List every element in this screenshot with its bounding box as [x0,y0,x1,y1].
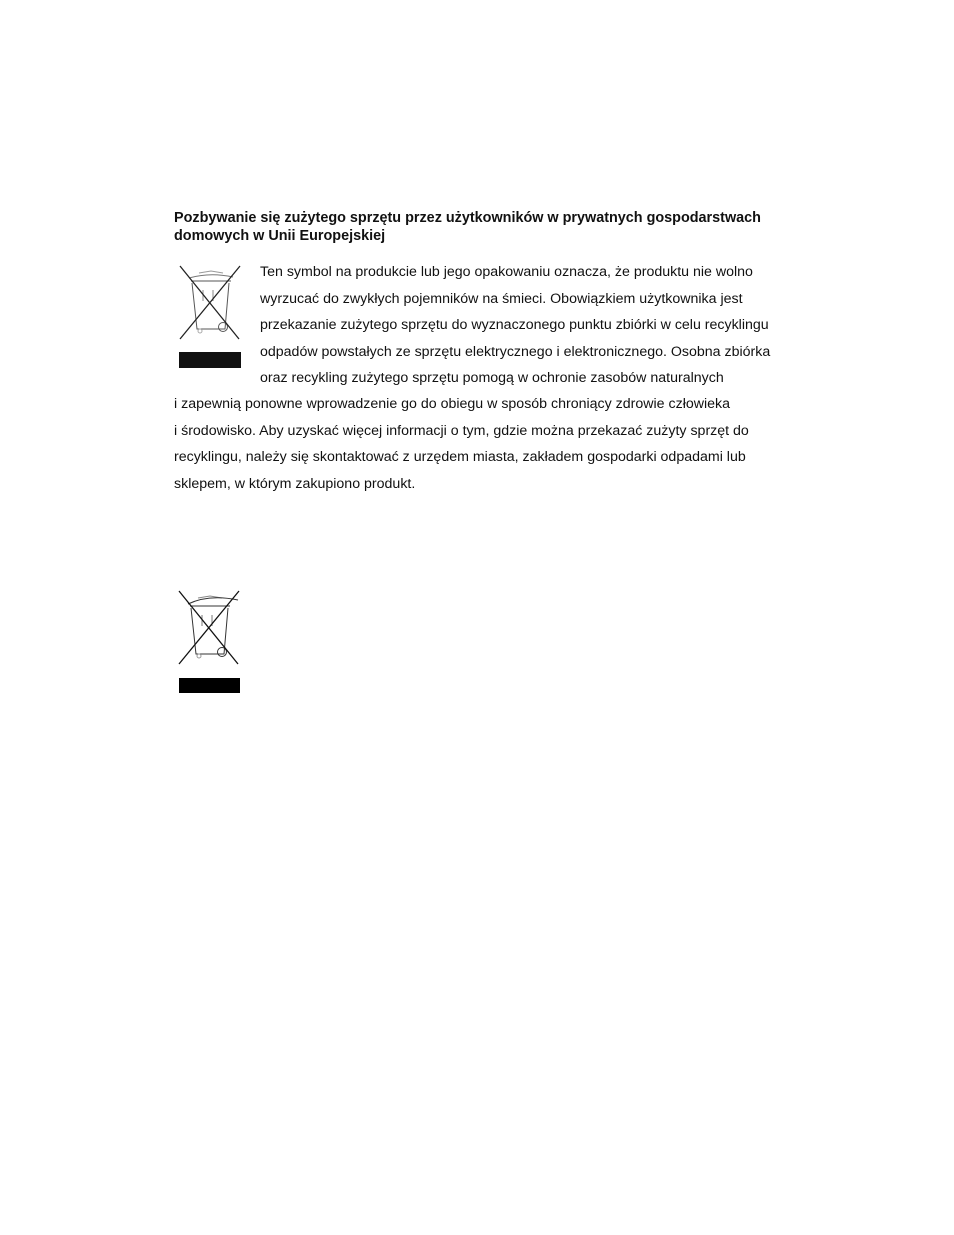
text-line: Ten symbol na produkcie lub jego opakowaniu oznacza, że produktu nie wolno [260,264,753,280]
text-line: wyrzucać do zwykłych pojemników na śmieci. Obowiązkiem użytkownika jest [260,290,743,307]
crossed-out-wheelie-bin-icon [177,263,243,371]
heading-line: Pozbywanie się zużytego sprzętu przez użytkowników w prywatnych gospodarstwach [174,210,761,226]
text-line: oraz recykling zużytego sprzętu pomogą w ochronie zasobów naturalnych [260,370,724,386]
text-line: odpadów powstałych ze sprzętu elektrycznego i elektronicznego. Osobna zbiórka [260,343,771,360]
section-heading [174,209,854,245]
text-line: recyklingu, należy się skontaktować z urzędem miasta, zakładem gospodarki odpadami lub [174,449,746,465]
text-line: i zapewnią ponowne wprowadzenie go do obiegu w sposób chroniący zdrowie człowieka [174,396,731,412]
heading-line: domowych w Unii Europejskiej [174,228,386,244]
text-line: sklepem, w którym zakupiono produkt. [174,475,416,492]
paragraph-beside-icon [260,259,770,392]
paragraph-full-width [174,391,749,497]
text-line: przekazanie zużytego sprzętu do wyznaczonego punktu zbiórki w celu recyklingu [260,317,769,333]
crossed-out-wheelie-bin-icon [176,588,242,694]
text-line: i środowisko. Aby uzyskać więcej informacji o tym, gdzie można przekazać zużyty sprzęt do [174,422,749,439]
